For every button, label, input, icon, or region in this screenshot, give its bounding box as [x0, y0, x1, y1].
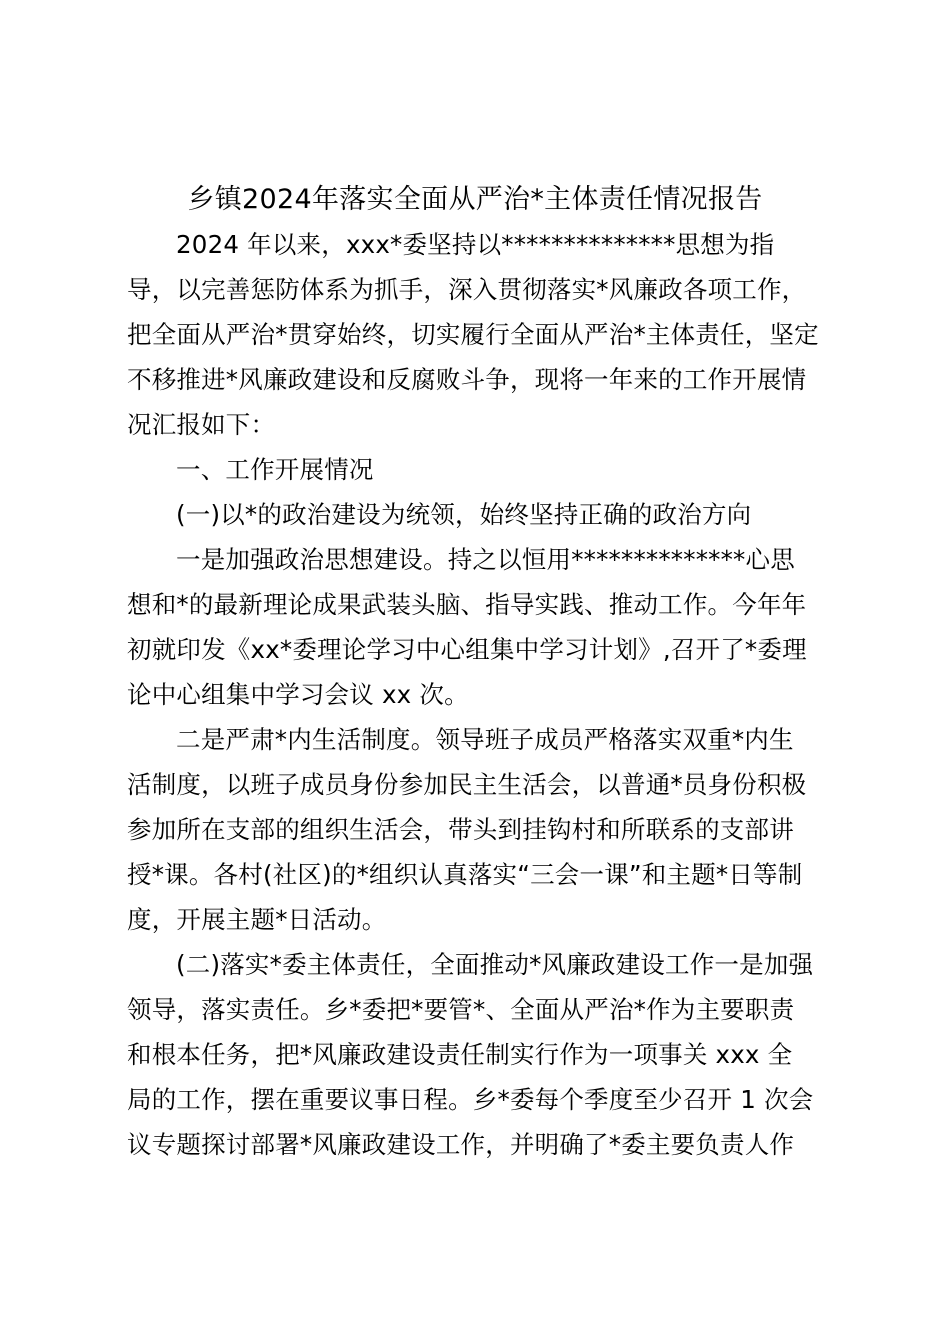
paragraph-line: 度，开展主题*日活动。: [127, 905, 387, 934]
subsection-heading: (一)以*的政治建设为统领，始终坚持正确的政治方向: [176, 500, 752, 529]
paragraph-line: 一是加强政治思想建设。持之以恒用**************心思: [176, 545, 795, 574]
paragraph-line: 况汇报如下：: [127, 410, 276, 439]
section-heading: 一、工作开展情况: [176, 455, 374, 484]
paragraph-line: 议专题探讨部署*风廉政建设工作，并明确了*委主要负责人作: [127, 1130, 795, 1159]
paragraph-line: 想和*的最新理论成果武装头脑、指导实践、推动工作。今年年: [127, 590, 807, 619]
paragraph-line: 初就印发《xx*委理论学习中心组集中学习计划》,召开了*委理: [127, 635, 807, 664]
paragraph-line: 论中心组集中学习会议 xx 次。: [127, 680, 469, 709]
subsection-heading: (二)落实*委主体责任，全面推动*风廉政建设工作一是加强: [176, 950, 814, 979]
paragraph-line: 活制度，以班子成员身份参加民主生活会，以普通*员身份积极: [127, 770, 807, 799]
paragraph-line: 二是严肃*内生活制度。领导班子成员严格落实双重*内生: [176, 725, 794, 754]
paragraph-line: 和根本任务，把*风廉政建设责任制实行作为一项事关 xxx 全: [127, 1040, 793, 1069]
paragraph-line: 2024 年以来，xxx*委坚持以**************思想为指: [176, 230, 775, 259]
document-title: 乡镇2024年落实全面从严治*主体责任情况报告: [187, 184, 763, 215]
paragraph-line: 领导，落实责任。乡*委把*要管*、全面从严治*作为主要职责: [127, 995, 795, 1024]
paragraph-line: 导，以完善惩防体系为抓手，深入贯彻落实*风廉政各项工作，: [127, 275, 807, 304]
paragraph-line: 不移推进*风廉政建设和反腐败斗争，现将一年来的工作开展情: [127, 365, 807, 394]
paragraph-line: 把全面从严治*贯穿始终，切实履行全面从严治*主体责任，坚定: [127, 320, 819, 349]
paragraph-line: 参加所在支部的组织生活会，带头到挂钩村和所联系的支部讲: [127, 815, 794, 844]
paragraph-line: 授*课。各村(社区)的*组织认真落实“三会一课”和主题*日等制: [127, 860, 803, 889]
paragraph-line: 局的工作，摆在重要议事日程。乡*委每个季度至少召开 1 次会: [127, 1085, 814, 1114]
